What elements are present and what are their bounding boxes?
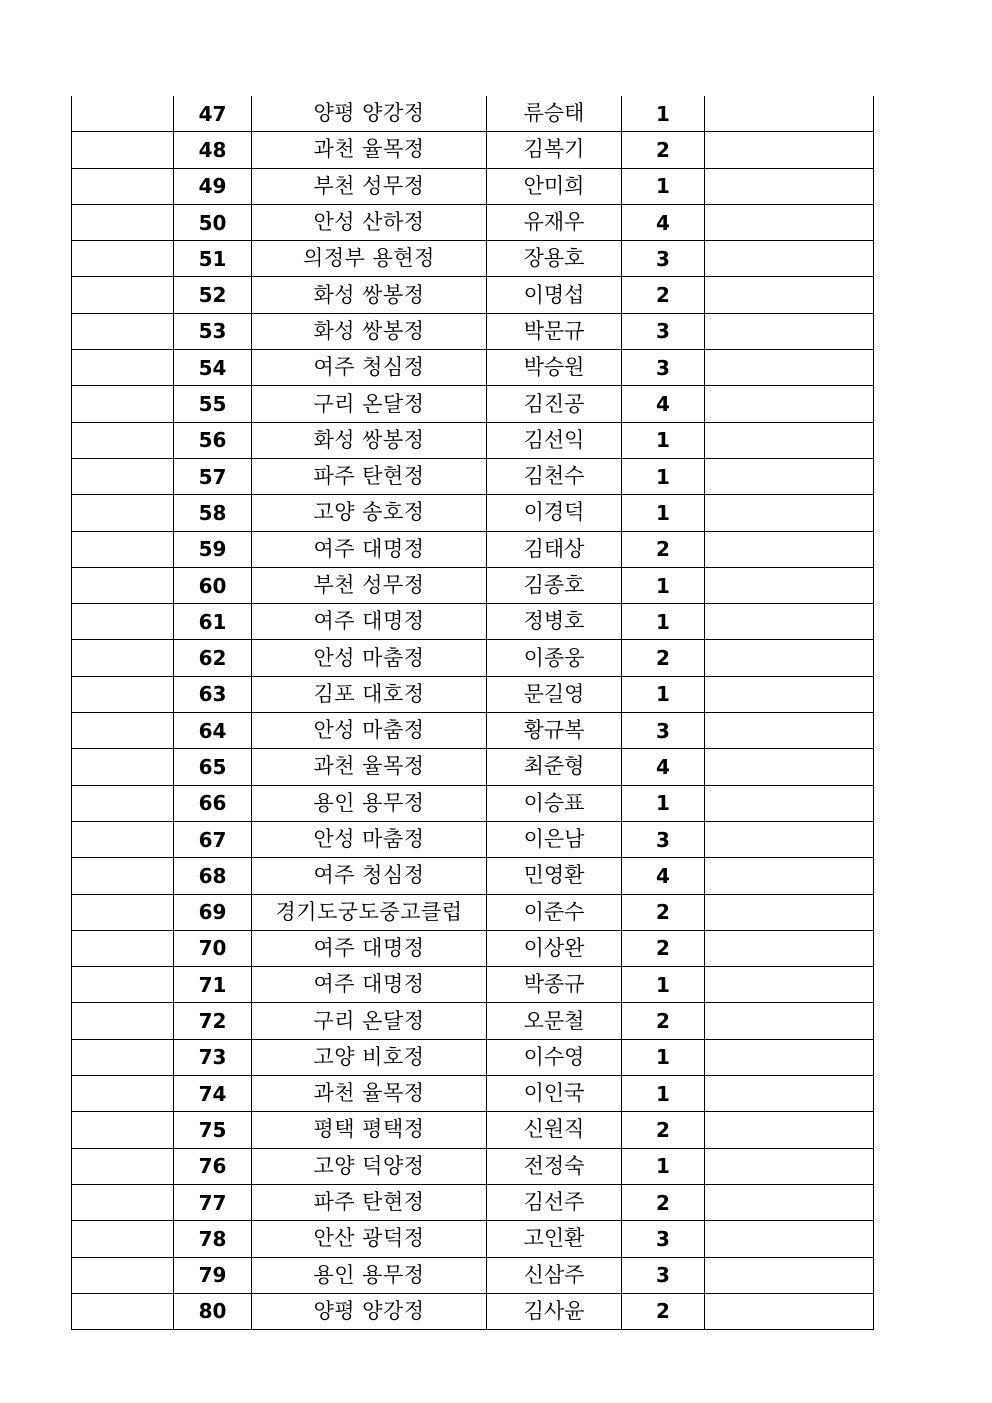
blank-cell xyxy=(72,458,174,494)
club-name: 용인 용무정 xyxy=(252,1257,487,1293)
table-row xyxy=(72,567,874,603)
blank-cell xyxy=(72,676,174,712)
person-name: 류승태 xyxy=(487,96,622,132)
grade-value: 1 xyxy=(622,1039,705,1075)
row-number: 50 xyxy=(174,204,252,240)
grade-value: 1 xyxy=(622,422,705,458)
remarks-cell xyxy=(705,1184,874,1220)
remarks-cell xyxy=(705,132,874,168)
club-name: 파주 탄현정 xyxy=(252,1184,487,1220)
remarks-cell xyxy=(705,640,874,676)
grade-value: 1 xyxy=(622,458,705,494)
table-row xyxy=(72,350,874,386)
grade-value: 3 xyxy=(622,1221,705,1257)
person-name: 민영환 xyxy=(487,858,622,894)
table-row xyxy=(72,277,874,313)
table-row xyxy=(72,894,874,930)
person-name: 황규복 xyxy=(487,713,622,749)
person-name: 오문철 xyxy=(487,1003,622,1039)
person-name: 문길영 xyxy=(487,676,622,712)
person-name: 김태상 xyxy=(487,531,622,567)
remarks-cell xyxy=(705,1112,874,1148)
row-number: 76 xyxy=(174,1148,252,1184)
remarks-cell xyxy=(705,858,874,894)
blank-cell xyxy=(72,531,174,567)
club-name: 과천 율목정 xyxy=(252,1076,487,1112)
remarks-cell xyxy=(705,350,874,386)
blank-cell xyxy=(72,1039,174,1075)
row-number: 56 xyxy=(174,422,252,458)
person-name: 이수영 xyxy=(487,1039,622,1075)
row-number: 73 xyxy=(174,1039,252,1075)
table-row xyxy=(72,132,874,168)
person-name: 이명섭 xyxy=(487,277,622,313)
remarks-cell xyxy=(705,1293,874,1329)
person-name: 김종호 xyxy=(487,567,622,603)
person-name: 최준형 xyxy=(487,749,622,785)
row-number: 67 xyxy=(174,821,252,857)
grade-value: 1 xyxy=(622,567,705,603)
grade-value: 1 xyxy=(622,967,705,1003)
person-name: 김복기 xyxy=(487,132,622,168)
blank-cell xyxy=(72,640,174,676)
grade-value: 4 xyxy=(622,204,705,240)
roster-table-body xyxy=(72,96,874,1330)
blank-cell xyxy=(72,313,174,349)
grade-value: 2 xyxy=(622,930,705,966)
row-number: 52 xyxy=(174,277,252,313)
table-row xyxy=(72,967,874,1003)
grade-value: 3 xyxy=(622,1257,705,1293)
person-name: 이상완 xyxy=(487,930,622,966)
blank-cell xyxy=(72,241,174,277)
club-name: 과천 율목정 xyxy=(252,132,487,168)
club-name: 고양 비호정 xyxy=(252,1039,487,1075)
blank-cell xyxy=(72,785,174,821)
row-number: 69 xyxy=(174,894,252,930)
grade-value: 2 xyxy=(622,1003,705,1039)
grade-value: 2 xyxy=(622,1184,705,1220)
blank-cell xyxy=(72,930,174,966)
table-row xyxy=(72,96,874,132)
row-number: 70 xyxy=(174,930,252,966)
grade-value: 2 xyxy=(622,132,705,168)
table-row xyxy=(72,676,874,712)
row-number: 59 xyxy=(174,531,252,567)
row-number: 68 xyxy=(174,858,252,894)
person-name: 신원직 xyxy=(487,1112,622,1148)
blank-cell xyxy=(72,1003,174,1039)
blank-cell xyxy=(72,386,174,422)
blank-cell xyxy=(72,567,174,603)
remarks-cell xyxy=(705,1039,874,1075)
row-number: 61 xyxy=(174,604,252,640)
remarks-cell xyxy=(705,821,874,857)
remarks-cell xyxy=(705,604,874,640)
table-row xyxy=(72,241,874,277)
row-number: 53 xyxy=(174,313,252,349)
remarks-cell xyxy=(705,749,874,785)
blank-cell xyxy=(72,1148,174,1184)
person-name: 장용호 xyxy=(487,241,622,277)
row-number: 66 xyxy=(174,785,252,821)
row-number: 72 xyxy=(174,1003,252,1039)
table-row xyxy=(72,604,874,640)
row-number: 62 xyxy=(174,640,252,676)
remarks-cell xyxy=(705,277,874,313)
row-number: 71 xyxy=(174,967,252,1003)
person-name: 이준수 xyxy=(487,894,622,930)
grade-value: 2 xyxy=(622,894,705,930)
grade-value: 1 xyxy=(622,1076,705,1112)
remarks-cell xyxy=(705,567,874,603)
remarks-cell xyxy=(705,676,874,712)
remarks-cell xyxy=(705,495,874,531)
blank-cell xyxy=(72,1112,174,1148)
row-number: 60 xyxy=(174,567,252,603)
grade-value: 4 xyxy=(622,749,705,785)
table-row xyxy=(72,749,874,785)
table-row xyxy=(72,821,874,857)
club-name: 화성 쌍봉정 xyxy=(252,422,487,458)
row-number: 74 xyxy=(174,1076,252,1112)
row-number: 65 xyxy=(174,749,252,785)
club-name: 안산 광덕정 xyxy=(252,1221,487,1257)
row-number: 49 xyxy=(174,168,252,204)
grade-value: 1 xyxy=(622,676,705,712)
grade-value: 1 xyxy=(622,495,705,531)
grade-value: 1 xyxy=(622,785,705,821)
club-name: 구리 온달정 xyxy=(252,1003,487,1039)
remarks-cell xyxy=(705,168,874,204)
club-name: 김포 대호정 xyxy=(252,676,487,712)
club-name: 양평 양강정 xyxy=(252,1293,487,1329)
blank-cell xyxy=(72,1293,174,1329)
table-row xyxy=(72,1076,874,1112)
row-number: 48 xyxy=(174,132,252,168)
table-row xyxy=(72,785,874,821)
grade-value: 1 xyxy=(622,1148,705,1184)
club-name: 여주 대명정 xyxy=(252,930,487,966)
remarks-cell xyxy=(705,1148,874,1184)
person-name: 안미희 xyxy=(487,168,622,204)
person-name: 이인국 xyxy=(487,1076,622,1112)
table-row xyxy=(72,1112,874,1148)
table-row xyxy=(72,386,874,422)
blank-cell xyxy=(72,168,174,204)
grade-value: 2 xyxy=(622,1112,705,1148)
row-number: 55 xyxy=(174,386,252,422)
grade-value: 1 xyxy=(622,96,705,132)
person-name: 이종웅 xyxy=(487,640,622,676)
row-number: 80 xyxy=(174,1293,252,1329)
grade-value: 2 xyxy=(622,531,705,567)
table-row xyxy=(72,495,874,531)
grade-value: 3 xyxy=(622,350,705,386)
club-name: 여주 대명정 xyxy=(252,604,487,640)
remarks-cell xyxy=(705,894,874,930)
table-row xyxy=(72,1221,874,1257)
club-name: 양평 양강정 xyxy=(252,96,487,132)
remarks-cell xyxy=(705,241,874,277)
remarks-cell xyxy=(705,204,874,240)
person-name: 고인환 xyxy=(487,1221,622,1257)
remarks-cell xyxy=(705,1076,874,1112)
table-row xyxy=(72,858,874,894)
table-row xyxy=(72,1039,874,1075)
table-row xyxy=(72,1257,874,1293)
club-name: 의정부 용현정 xyxy=(252,241,487,277)
blank-cell xyxy=(72,604,174,640)
grade-value: 1 xyxy=(622,168,705,204)
club-name: 부천 성무정 xyxy=(252,168,487,204)
club-name: 화성 쌍봉정 xyxy=(252,277,487,313)
grade-value: 3 xyxy=(622,713,705,749)
grade-value: 2 xyxy=(622,277,705,313)
club-name: 여주 대명정 xyxy=(252,967,487,1003)
row-number: 63 xyxy=(174,676,252,712)
blank-cell xyxy=(72,495,174,531)
club-name: 여주 청심정 xyxy=(252,858,487,894)
remarks-cell xyxy=(705,785,874,821)
roster-table xyxy=(71,96,874,1330)
remarks-cell xyxy=(705,422,874,458)
club-name: 안성 마춤정 xyxy=(252,821,487,857)
person-name: 박종규 xyxy=(487,967,622,1003)
remarks-cell xyxy=(705,313,874,349)
person-name: 이은남 xyxy=(487,821,622,857)
row-number: 57 xyxy=(174,458,252,494)
row-number: 64 xyxy=(174,713,252,749)
remarks-cell xyxy=(705,967,874,1003)
person-name: 김사윤 xyxy=(487,1293,622,1329)
club-name: 고양 송호정 xyxy=(252,495,487,531)
person-name: 신삼주 xyxy=(487,1257,622,1293)
remarks-cell xyxy=(705,930,874,966)
blank-cell xyxy=(72,277,174,313)
person-name: 정병호 xyxy=(487,604,622,640)
blank-cell xyxy=(72,350,174,386)
remarks-cell xyxy=(705,1221,874,1257)
blank-cell xyxy=(72,713,174,749)
club-name: 여주 청심정 xyxy=(252,350,487,386)
table-row xyxy=(72,1184,874,1220)
person-name: 이경덕 xyxy=(487,495,622,531)
remarks-cell xyxy=(705,531,874,567)
table-row xyxy=(72,422,874,458)
table-row xyxy=(72,713,874,749)
row-number: 78 xyxy=(174,1221,252,1257)
person-name: 김진공 xyxy=(487,386,622,422)
grade-value: 3 xyxy=(622,821,705,857)
table-row xyxy=(72,640,874,676)
club-name: 화성 쌍봉정 xyxy=(252,313,487,349)
blank-cell xyxy=(72,894,174,930)
remarks-cell xyxy=(705,1003,874,1039)
grade-value: 4 xyxy=(622,386,705,422)
blank-cell xyxy=(72,1184,174,1220)
blank-cell xyxy=(72,858,174,894)
blank-cell xyxy=(72,132,174,168)
table-row xyxy=(72,204,874,240)
person-name: 전정숙 xyxy=(487,1148,622,1184)
table-row xyxy=(72,313,874,349)
club-name: 안성 마춤정 xyxy=(252,713,487,749)
remarks-cell xyxy=(705,1257,874,1293)
remarks-cell xyxy=(705,458,874,494)
grade-value: 2 xyxy=(622,1293,705,1329)
table-row xyxy=(72,458,874,494)
person-name: 박문규 xyxy=(487,313,622,349)
table-row xyxy=(72,531,874,567)
row-number: 54 xyxy=(174,350,252,386)
table-row xyxy=(72,1293,874,1329)
table-row xyxy=(72,930,874,966)
remarks-cell xyxy=(705,386,874,422)
club-name: 고양 덕양정 xyxy=(252,1148,487,1184)
grade-value: 3 xyxy=(622,241,705,277)
person-name: 박승원 xyxy=(487,350,622,386)
remarks-cell xyxy=(705,96,874,132)
remarks-cell xyxy=(705,713,874,749)
person-name: 이승표 xyxy=(487,785,622,821)
club-name: 부천 성무정 xyxy=(252,567,487,603)
club-name: 안성 마춤정 xyxy=(252,640,487,676)
grade-value: 1 xyxy=(622,604,705,640)
person-name: 김천수 xyxy=(487,458,622,494)
row-number: 79 xyxy=(174,1257,252,1293)
row-number: 58 xyxy=(174,495,252,531)
table-row xyxy=(72,168,874,204)
row-number: 77 xyxy=(174,1184,252,1220)
club-name: 구리 온달정 xyxy=(252,386,487,422)
grade-value: 2 xyxy=(622,640,705,676)
club-name: 과천 율목정 xyxy=(252,749,487,785)
club-name: 평택 평택정 xyxy=(252,1112,487,1148)
club-name: 여주 대명정 xyxy=(252,531,487,567)
blank-cell xyxy=(72,1221,174,1257)
row-number: 47 xyxy=(174,96,252,132)
club-name: 용인 용무정 xyxy=(252,785,487,821)
blank-cell xyxy=(72,204,174,240)
club-name: 안성 산하정 xyxy=(252,204,487,240)
person-name: 유재우 xyxy=(487,204,622,240)
grade-value: 4 xyxy=(622,858,705,894)
club-name: 파주 탄현정 xyxy=(252,458,487,494)
blank-cell xyxy=(72,1257,174,1293)
table-row xyxy=(72,1003,874,1039)
blank-cell xyxy=(72,967,174,1003)
row-number: 75 xyxy=(174,1112,252,1148)
blank-cell xyxy=(72,422,174,458)
table-row xyxy=(72,1148,874,1184)
blank-cell xyxy=(72,96,174,132)
person-name: 김선주 xyxy=(487,1184,622,1220)
blank-cell xyxy=(72,821,174,857)
grade-value: 3 xyxy=(622,313,705,349)
blank-cell xyxy=(72,749,174,785)
blank-cell xyxy=(72,1076,174,1112)
club-name: 경기도궁도중고클럽 xyxy=(252,894,487,930)
person-name: 김선익 xyxy=(487,422,622,458)
row-number: 51 xyxy=(174,241,252,277)
